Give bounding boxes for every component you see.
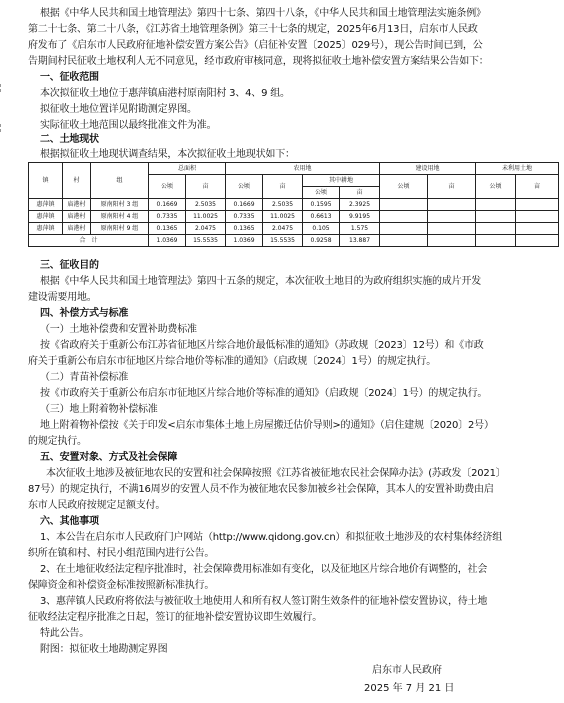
table-cell: 15.5535	[263, 235, 303, 247]
issuer-name: 启东市人民政府	[372, 665, 442, 676]
header-unit-mu: 亩	[263, 175, 303, 199]
section-title-other: 六、其他事项	[40, 516, 99, 527]
header-unit-mu: 亩	[516, 175, 559, 199]
header-unit-ha: 公顷	[303, 187, 340, 199]
land-status-table	[28, 162, 559, 247]
table-cell	[476, 211, 516, 223]
section-line: 根据《中华人民共和国土地管理法》第四十五条的规定，本次征收土地目的为政府组织实施的成片开发	[40, 276, 481, 287]
table-cell: 0.105	[303, 223, 340, 235]
subsection-title: （三）地上附着物补偿标准	[40, 404, 158, 415]
table-cell: 11.0025	[263, 211, 303, 223]
section-title-compensation: 四、补偿方式与标准	[40, 308, 129, 319]
table-cell: 15.5535	[186, 235, 226, 247]
table-cell	[516, 223, 559, 235]
table-cell	[380, 199, 428, 211]
table-cell	[516, 211, 559, 223]
section-line: 保障资金和补偿资金标准按照新标准执行。	[28, 580, 215, 591]
table-cell	[476, 223, 516, 235]
intro-line: 告期间村民征收土地权利人无不同意见，经市政府审核同意，现将拟征收土地补偿安置方案结果公告如下：	[28, 56, 489, 67]
table-cell: 9.9195	[340, 211, 380, 223]
table-cell: 2.5035	[186, 199, 226, 211]
intro-line: 第二十七条、第二十八条，《江苏省土地管理条例》第三十七条的规定，2025年6月13日，启东市人民政	[28, 24, 478, 35]
section-title-purpose: 三、征收目的	[40, 260, 99, 271]
subsection-title: （二）青苗补偿标准	[40, 372, 129, 383]
header-town: 镇	[29, 163, 63, 199]
table-cell: 1.0369	[226, 235, 263, 247]
section-line: 实际征收土地范围以最终批准文件为准。	[40, 120, 217, 131]
table-cell: 0.1669	[149, 199, 186, 211]
table-cell	[380, 235, 428, 247]
section-title-resettlement: 五、安置对象、方式及社会保障	[40, 452, 178, 463]
header-unit-ha: 公顷	[226, 175, 263, 199]
table-cell: 原南阳村 4 组	[91, 211, 149, 223]
table-cell	[428, 199, 476, 211]
section-line: 征收经法定程序批准之日起，签订的征地补偿安置协议即生效履行。	[28, 612, 322, 623]
table-cell: 惠萍镇	[29, 223, 63, 235]
section-title-scope: 一、征收范围	[40, 72, 99, 83]
table-cell: 1.0369	[149, 235, 186, 247]
section-line: 建设需要用地。	[28, 292, 97, 303]
table-cell: 0.7335	[226, 211, 263, 223]
table-row	[29, 211, 559, 223]
section-line: 的规定执行。	[28, 436, 87, 447]
header-group: 组	[91, 163, 149, 199]
table-cell: 13.887	[340, 235, 380, 247]
table-cell	[428, 223, 476, 235]
section-line: 府关于重新公布启东市征地区片综合地价等标准的通知》（启政规〔2024〕1号）的规定执行。	[28, 356, 437, 367]
section-line: 按《省政府关于重新公布江苏省征地区片综合地价最低标准的通知》（苏政规〔2023〕12号）和《市政	[40, 340, 484, 351]
table-header-row	[29, 163, 559, 175]
header-unit-ha: 公顷	[476, 175, 516, 199]
table-cell: 0.1365	[226, 223, 263, 235]
table-cell: 惠萍镇	[29, 199, 63, 211]
section-line: 地上附着物补偿按《关于印发<启东市集体土地上房屋搬迁估价导则>的通知》（启住建规〔2020〕2号）	[40, 420, 494, 431]
table-cell: 0.1595	[303, 199, 340, 211]
header-unit-mu: 亩	[428, 175, 476, 199]
table-row	[29, 199, 559, 211]
table-cell	[516, 199, 559, 211]
table-cell: 0.9258	[303, 235, 340, 247]
header-unit-ha: 公顷	[149, 175, 186, 199]
intro-line: 根据《中华人民共和国土地管理法》第四十七条、第四十八条，《中华人民共和国土地管理法实施条例》	[40, 8, 486, 19]
section-line: 本次征收土地涉及被征地农民的安置和社会保障按照《江苏省被征地农民社会保障办法》(苏政发〔2021〕	[46, 468, 506, 479]
table-cell: 0.7335	[149, 211, 186, 223]
section-line: 87号）的规定执行，不满16周岁的安置人员不作为被征地农民参加被乡社会保障，其本人的安置补助费由启	[28, 484, 494, 495]
table-cell: 0.6613	[303, 211, 340, 223]
header-total-area: 总面积	[149, 163, 226, 175]
header-unit-mu: 亩	[186, 175, 226, 199]
table-cell: 1.575	[340, 223, 380, 235]
table-total-row	[29, 235, 559, 247]
table-cell: 0.1365	[149, 223, 186, 235]
table-cell	[380, 211, 428, 223]
table-cell: 惠萍镇	[29, 211, 63, 223]
margin-fold-mark	[0, 84, 7, 92]
attachment-line: 附图：拟征收土地勘测定界图	[40, 644, 168, 655]
table-cell: 0.1669	[226, 199, 263, 211]
table-cell	[380, 223, 428, 235]
table-cell: 原南阳村 3 组	[91, 199, 149, 211]
section-line: 东市人民政府按规定足额支付。	[28, 500, 166, 511]
table-cell: 庙港村	[63, 199, 91, 211]
table-cell: 庙港村	[63, 211, 91, 223]
header-unused-land: 未利用土地	[476, 163, 559, 175]
intro-line: 府发布了《启东市人民政府征地补偿安置方案公告》（启征补安置〔2025〕029号），现公告时间已到，公	[28, 40, 483, 51]
table-cell	[516, 235, 559, 247]
table-cell: 2.3925	[340, 199, 380, 211]
table-row	[29, 223, 559, 235]
section-line: 按《市政府关于重新公布启东市征地区片综合地价等标准的通知》（启政规〔2024〕1号）的规定执行。	[40, 388, 488, 399]
section-title-land-status: 二、土地现状	[40, 134, 99, 145]
table-cell: 2.5035	[263, 199, 303, 211]
header-village: 村	[63, 163, 91, 199]
header-arable: 其中耕地	[303, 175, 380, 187]
issue-date: 2025 年 7 月 21 日	[364, 683, 455, 694]
margin-fold-mark	[0, 124, 7, 132]
table-cell: 原南阳村 9 组	[91, 223, 149, 235]
section-line: 3、惠萍镇人民政府将依法与被征收土地使用人和所有权人签订附生效条件的征地补偿安置协议，待土地	[40, 596, 488, 607]
section-line: 1、本公告在启东市人民政府门户网站（http://www.qidong.gov.cn）和拟征收土地涉及的农村集体经济组	[40, 532, 503, 543]
table-cell: 2.0475	[263, 223, 303, 235]
total-label: 合 计	[29, 235, 149, 247]
table-cell	[476, 235, 516, 247]
header-construction-land: 建设用地	[380, 163, 476, 175]
header-farmland: 农用地	[226, 163, 380, 175]
closing-line: 特此公告。	[40, 628, 89, 639]
table-cell	[476, 199, 516, 211]
section-line: 2、在土地征收经法定程序批准时，社会保障费用标准如有变化，以及征地区片综合地价有调整的，社会	[40, 564, 488, 575]
table-cell: 11.0025	[186, 211, 226, 223]
header-unit-ha: 公顷	[380, 175, 428, 199]
section-line: 织所在镇和村、村民小组范围内进行公告。	[28, 548, 215, 559]
section-line: 拟征收土地位置详见附勘测定界图。	[40, 104, 197, 115]
table-cell	[428, 235, 476, 247]
header-unit-mu: 亩	[340, 187, 380, 199]
section-line: 本次拟征收土地位于惠萍镇庙港村原南阳村 3、4、9 组。	[40, 88, 290, 99]
subsection-title: （一）土地补偿费和安置补助费标准	[40, 324, 197, 335]
section-line: 根据拟征收土地现状调查结果，本次拟征收土地现状如下：	[40, 149, 295, 160]
table-cell	[428, 211, 476, 223]
table-cell: 庙港村	[63, 223, 91, 235]
table-cell: 2.0475	[186, 223, 226, 235]
